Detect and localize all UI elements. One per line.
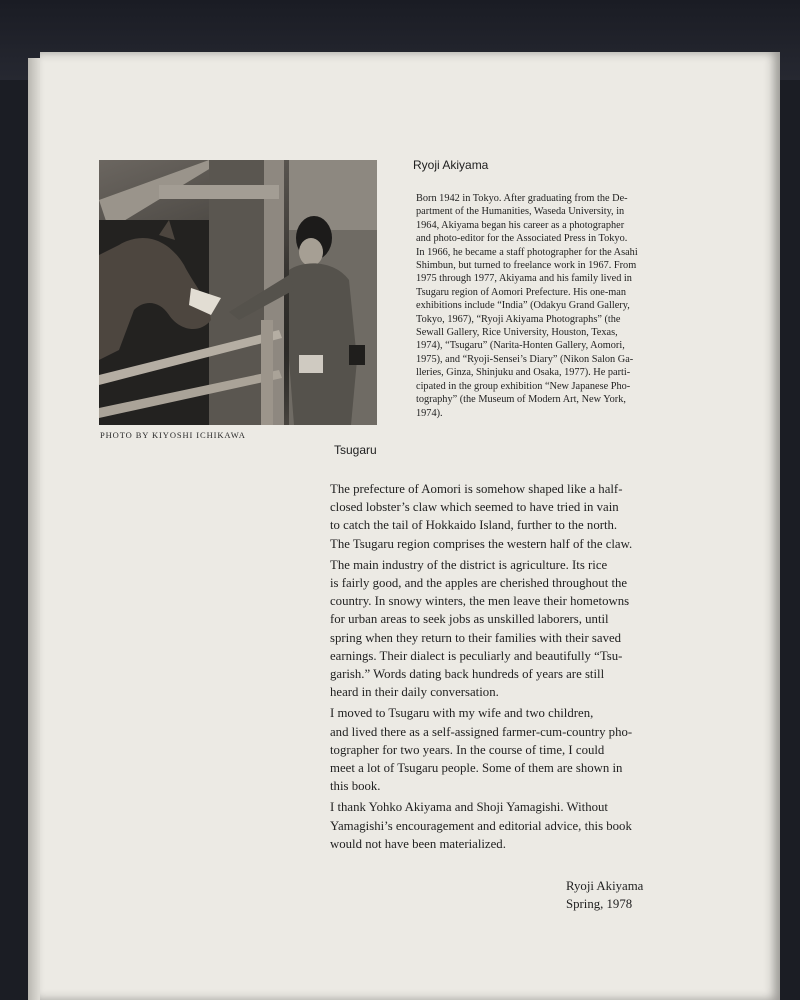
essay-line: I moved to Tsugaru with my wife and two children, (330, 706, 594, 721)
bio-line: 1974), “Tsugaru” (Narita-Honten Gallery, Aomori, (416, 340, 625, 352)
essay-line: I thank Yohko Akiyama and Shoji Yamagishi. Without (330, 800, 608, 815)
photo-caption: PHOTO BY KIYOSHI ICHIKAWA (100, 430, 246, 440)
bag (349, 345, 365, 365)
bio-line: 1964, Akiyama began his career as a photographer (416, 219, 625, 231)
essay-title: Tsugaru (334, 443, 377, 457)
essay-line: spring when they return to their families with their saved (330, 630, 622, 645)
essay-line: The main industry of the district is agriculture. Its rice (330, 557, 608, 572)
bio-line: exhibitions include “India” (Odakyu Grand Gallery, (416, 300, 630, 312)
author-photo (99, 160, 377, 425)
essay-line: to catch the tail of Hokkaido Island, further to the north. (330, 518, 618, 533)
essay-line: country. In snowy winters, the men leave their hometowns (330, 594, 630, 609)
essay-paragraph (330, 556, 675, 702)
essay-paragraph (330, 480, 675, 553)
essay-paragraph (330, 798, 675, 853)
bio-line: Sewall Gallery, Rice University, Houston, Texas, (416, 327, 618, 339)
bio-line: Tsugaru region of Aomori Prefecture. His one-man (416, 286, 627, 298)
man-body (289, 263, 357, 425)
bio-text (416, 192, 674, 420)
bio-line: and photo-editor for the Associated Press in Tokyo. (416, 233, 628, 245)
bio-line: Shimbun, but turned to freelance work in 1967. From (416, 260, 637, 272)
bio-line: Tokyo, 1967), “Ryoji Akiyama Photographs” (the (416, 313, 621, 325)
camera (299, 355, 323, 373)
essay-line: for urban areas to seek jobs as unskilled laborers, until (330, 612, 609, 627)
essay-line: earnings. Their dialect is peculiarly and beautifully “Tsu- (330, 648, 623, 663)
photo-illustration (99, 160, 377, 425)
essay-line: meet a lot of Tsugaru people. Some of them are shown in (330, 761, 623, 776)
signature-block (566, 877, 643, 913)
bio-line: 1975), and “Ryoji-Sensei’s Diary” (Nikon Salon Ga- (416, 353, 634, 365)
bio-line: lleries, Ginza, Shinjuku and Osaka, 1977). He parti- (416, 367, 631, 379)
essay-line: and lived there as a self-assigned farmer-cum-country pho- (330, 724, 633, 739)
essay-line: garish.” Words dating back hundreds of years are still (330, 667, 605, 682)
essay-line: would not have been materialized. (330, 836, 506, 851)
man-face (299, 238, 323, 266)
bio-line: Born 1942 in Tokyo. After graduating from the De- (416, 193, 628, 204)
signature-date: Spring, 1978 (566, 897, 633, 911)
bio-line: 1974). (416, 407, 443, 419)
signature-name: Ryoji Akiyama (566, 879, 644, 893)
bio-title: Ryoji Akiyama (413, 158, 489, 172)
essay-line: is fairly good, and the apples are cherished throughout the (330, 576, 628, 591)
essay-line: tographer for two years. In the course of time, I could (330, 742, 605, 757)
bio-line: 1975 through 1977, Akiyama and his family lived in (416, 273, 632, 285)
essay-line: The prefecture of Aomori is somehow shaped like a half- (330, 482, 623, 496)
bio-line: cipated in the group exhibition “New Japanese Pho- (416, 380, 631, 392)
essay-line: this book. (330, 779, 381, 794)
essay-paragraph (330, 704, 675, 795)
essay-line: The Tsugaru region comprises the western half of the claw. (330, 536, 633, 551)
essay-line: heard in their daily conversation. (330, 685, 499, 700)
bio-line: partment of the Humanities, Waseda University, in (416, 206, 625, 218)
bio-line: tography” (the Museum of Modern Art, New York, (416, 394, 626, 406)
bio-line: In 1966, he became a staff photographer for the Asahi (416, 246, 638, 258)
essay-line: closed lobster’s claw which seemed to have tried in vain (330, 500, 619, 515)
essay-line: Yamagishi’s encouragement and editorial advice, this book (330, 818, 632, 833)
essay-body (330, 480, 675, 856)
